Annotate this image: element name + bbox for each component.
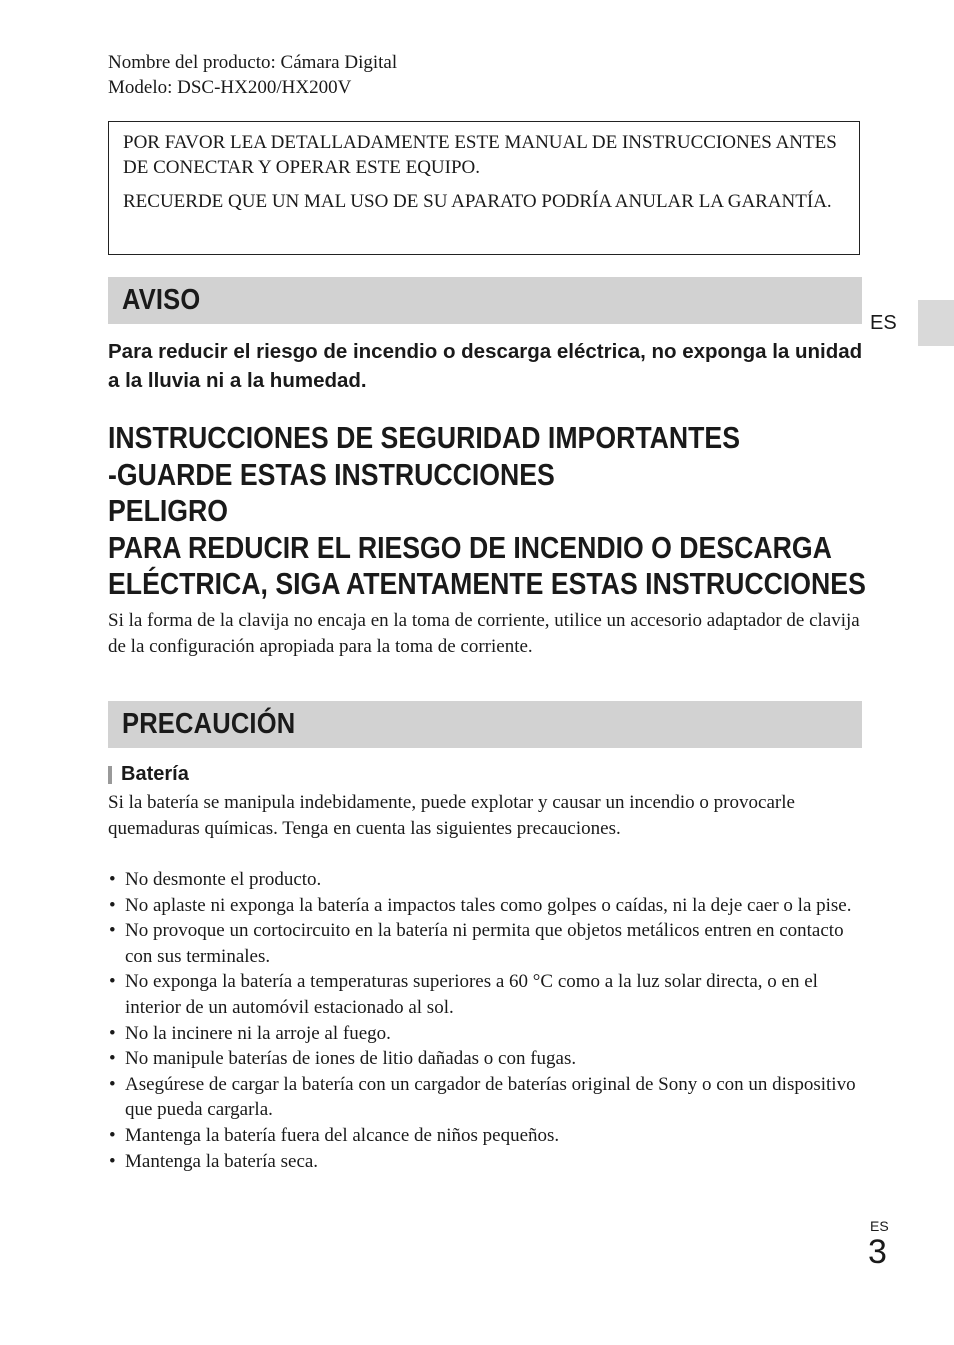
list-item [108, 918, 864, 969]
product-info [108, 50, 397, 100]
plug-text: Si la forma de la clavija no encaja en la toma de corriente, utilice un accesorio adaptador de clavija de la configuración apropiada para la toma de corriente. [108, 610, 860, 657]
product-model: Modelo: DSC-HX200/HX200V [108, 77, 352, 98]
battery-intro: Si la batería se manipula indebidamente, puede explotar y causar un incendio o provocarle quemaduras químicas. Tenga en cuenta las siguientes precauciones. [108, 792, 795, 839]
bullet-icon: • [109, 1022, 116, 1044]
list-item-text: Mantenga la batería seca. [125, 1150, 319, 1172]
list-item [108, 893, 864, 919]
list-item [108, 1021, 864, 1047]
bullet-icon: • [109, 1048, 116, 1070]
list-item-text: Mantenga la batería fuera del alcance de niños pequeños. [125, 1124, 560, 1146]
safety-heading-5: ELÉCTRICA, SIGA ATENTAMENTE ESTAS INSTRUCCIONES [108, 566, 866, 601]
bullet-icon: • [109, 971, 116, 993]
notice-box [108, 121, 860, 255]
side-tab-label: ES [870, 312, 897, 334]
bullet-icon: • [109, 1124, 116, 1146]
list-item-text: No provoque un cortocircuito en la batería ni permita que objetos metálicos entren en contacto con sus terminales. [125, 920, 844, 967]
list-item-text: No exponga la batería a temperaturas superiores a 60 °C como a la luz solar directa, o en el interior de un automóvil estacionado al sol. [125, 971, 818, 1018]
list-item [108, 1123, 864, 1149]
aviso-title: AVISO [122, 284, 201, 316]
precaucion-title: PRECAUCIÓN [122, 708, 296, 740]
bullet-icon: • [109, 869, 116, 890]
footer-lang: ES [870, 1218, 889, 1234]
subheading-bar-icon [108, 766, 112, 784]
battery-precautions-list [108, 867, 864, 1174]
product-name: Nombre del producto: Cámara Digital [108, 52, 398, 73]
list-item [108, 1046, 864, 1072]
bullet-icon: • [109, 1150, 116, 1172]
precaucion-banner [108, 701, 862, 748]
bullet-icon: • [109, 894, 116, 916]
battery-subheading-text: Batería [121, 763, 189, 785]
safety-headings [108, 420, 908, 603]
list-item-text: No aplaste ni exponga la batería a impactos tales como golpes o caídas, ni la deje caer o la pise. [125, 894, 852, 916]
list-item-text: Asegúrese de cargar la batería con un cargador de baterías original de Sony o con un dispositivo que pueda cargarla. [125, 1073, 856, 1121]
bullet-icon: • [109, 1073, 116, 1095]
page-number: 3 [868, 1233, 887, 1271]
aviso-banner [108, 277, 862, 324]
safety-heading-1: INSTRUCCIONES DE SEGURIDAD IMPORTANTES [108, 420, 740, 455]
list-item-text: No la incinere ni la arroje al fuego. [125, 1022, 391, 1044]
list-item [108, 1149, 864, 1175]
list-item-text: No desmonte el producto. [125, 869, 322, 890]
battery-subheading [108, 763, 189, 786]
aviso-warning: Para reducir el riesgo de incendio o descarga eléctrica, no exponga la unidad a la lluvia ni a la humedad. [108, 340, 863, 392]
bullet-icon: • [109, 920, 116, 942]
list-item [108, 867, 864, 893]
safety-heading-3: PELIGRO [108, 493, 228, 528]
list-item [108, 969, 864, 1020]
safety-heading-2: -GUARDE ESTAS INSTRUCCIONES [108, 456, 555, 492]
notice-para-1: POR FAVOR LEA DETALLADAMENTE ESTE MANUAL DE INSTRUCCIONES ANTES DE CONECTAR Y OPERAR ESTE EQUIPO. [123, 132, 837, 178]
safety-heading-4: PARA REDUCIR EL RIESGO DE INCENDIO O DESCARGA [108, 529, 832, 565]
notice-para-2: RECUERDE QUE UN MAL USO DE SU APARATO PODRÍA ANULAR LA GARANTÍA. [123, 191, 832, 212]
list-item [108, 1072, 864, 1123]
side-tab [918, 300, 954, 346]
list-item-text: No manipule baterías de iones de litio dañadas o con fugas. [125, 1048, 577, 1070]
